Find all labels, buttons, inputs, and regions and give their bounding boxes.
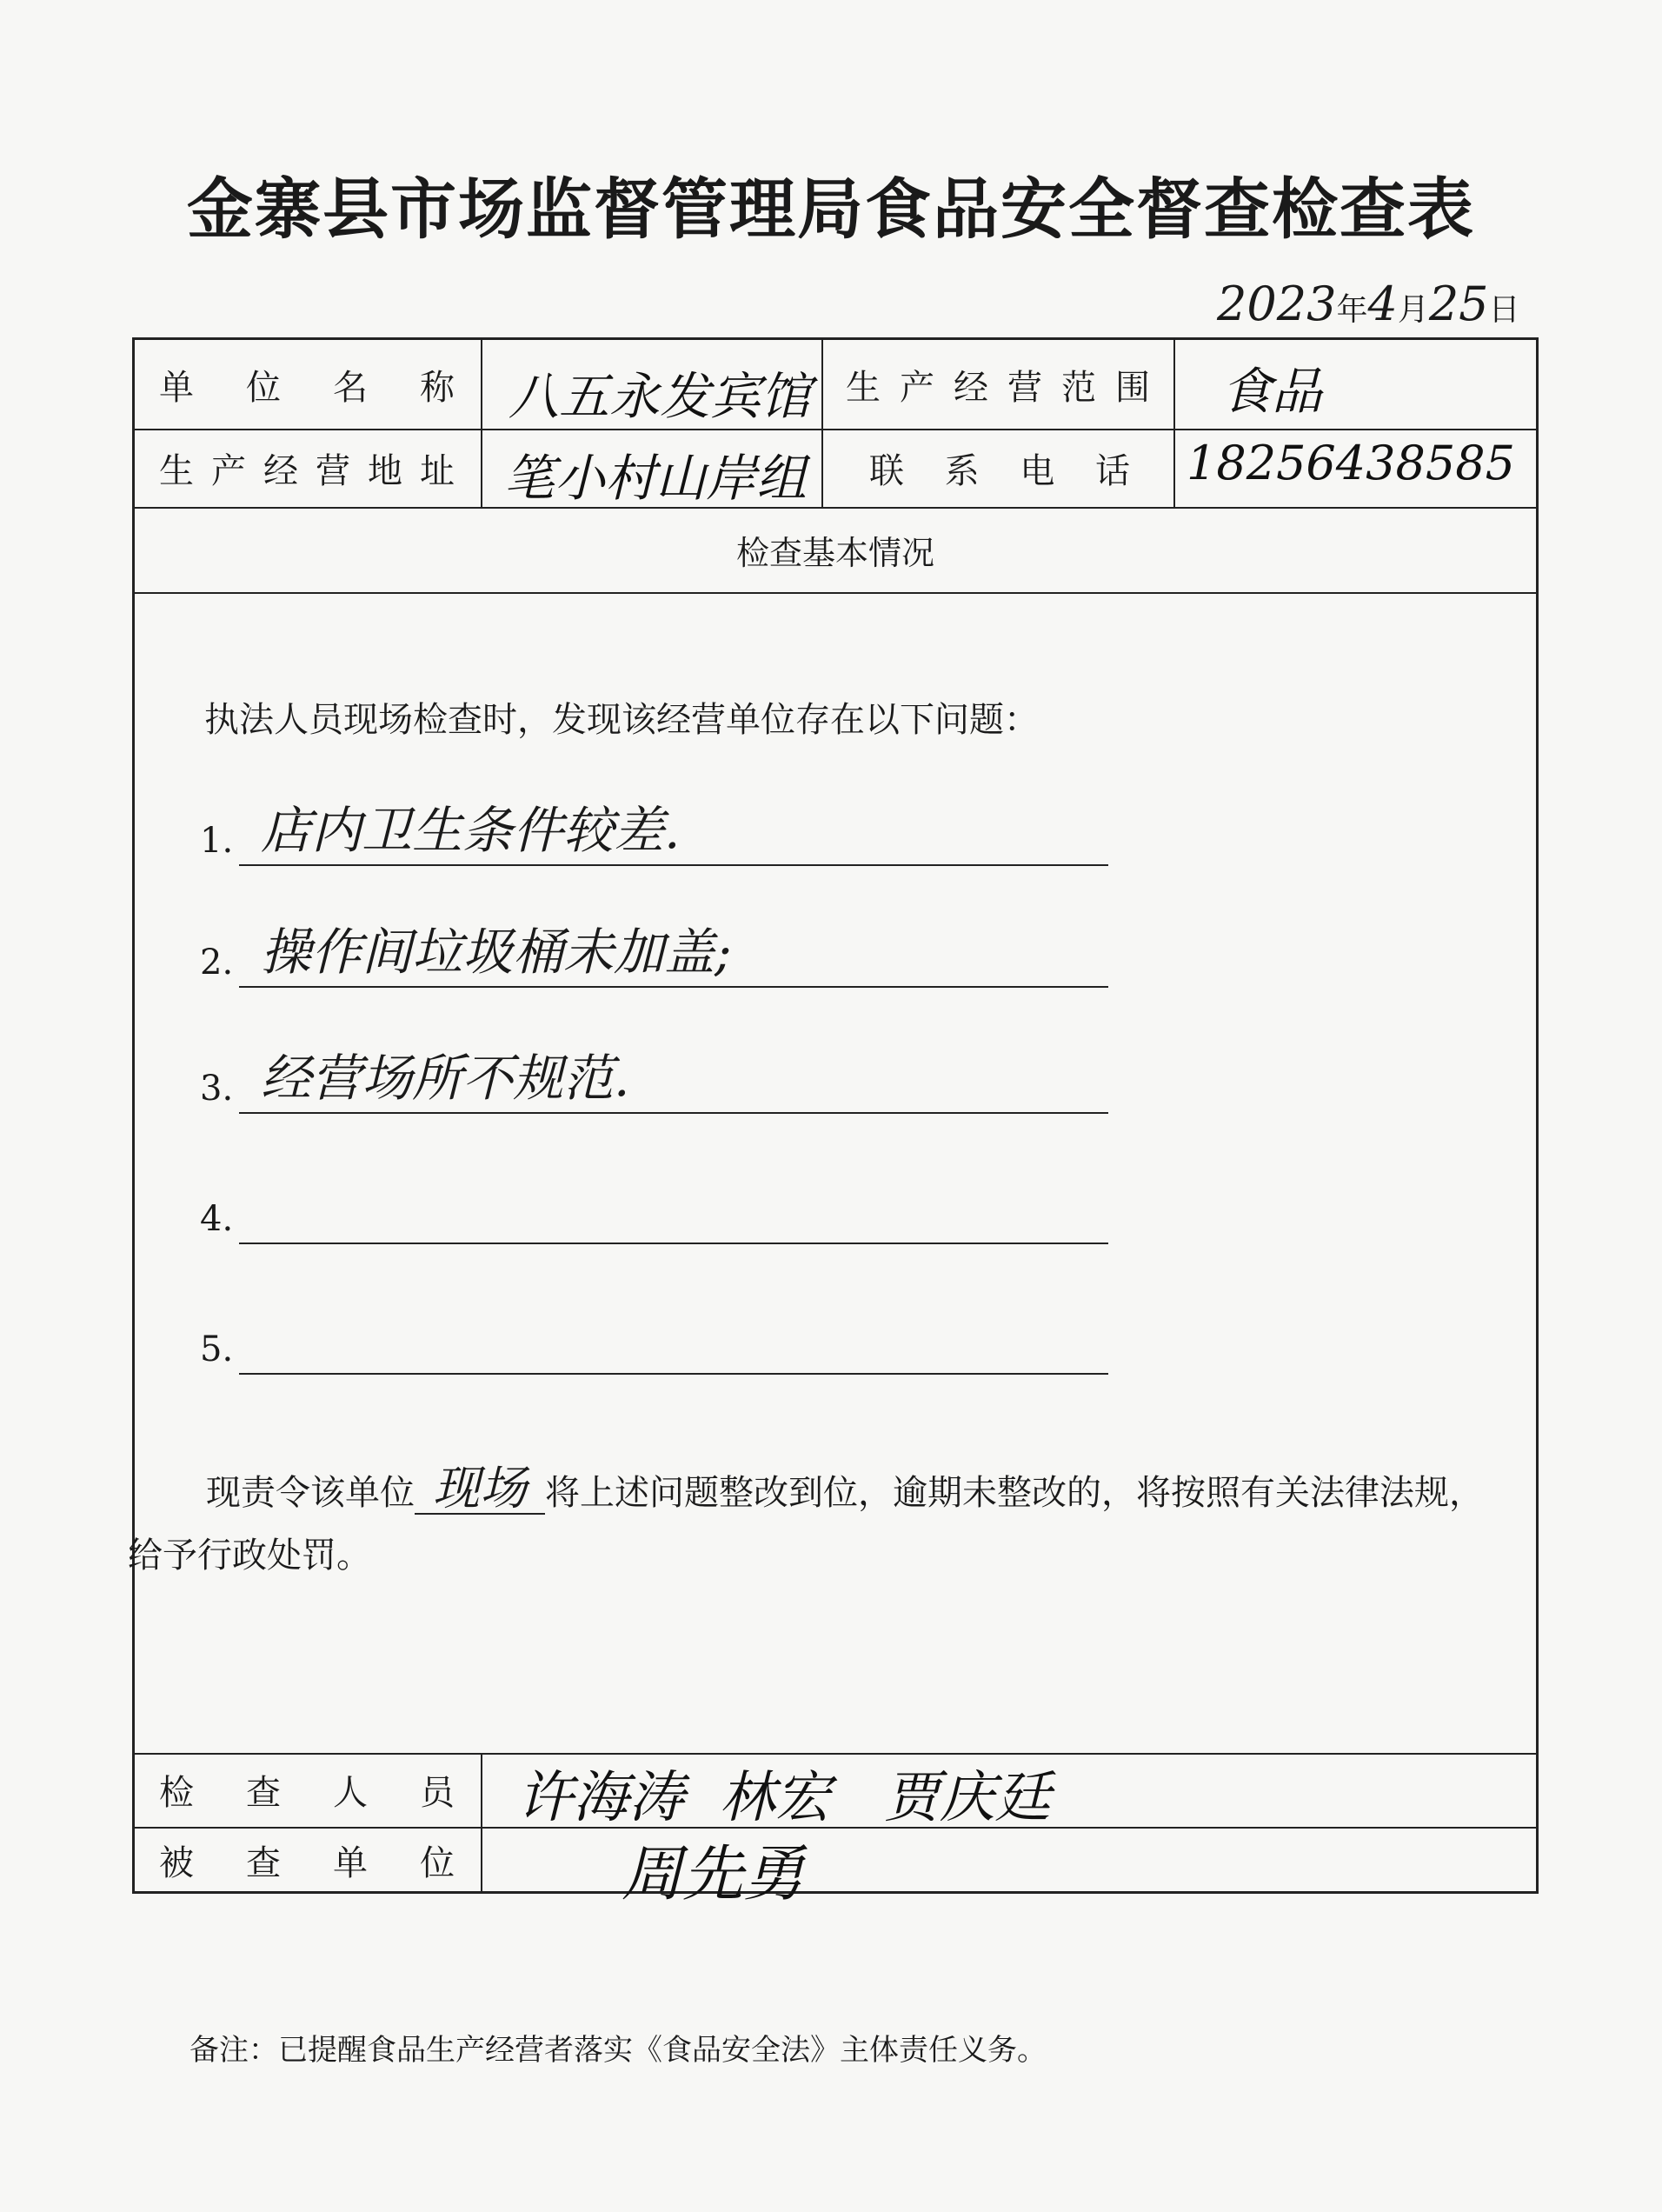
col-divider: [1173, 340, 1175, 507]
issue-item: 2. 操作间垃圾桶未加盖;: [200, 918, 1156, 988]
issue-item: 1. 店内卫生条件较差.: [200, 796, 1156, 866]
date-year: 2023: [1217, 276, 1337, 331]
inspected-signature: 周先勇: [622, 1838, 804, 1909]
col-divider: [481, 340, 482, 507]
inspector-signatures: 许海涛 林宏 贾庆廷: [517, 1766, 1051, 1830]
date-day: 25: [1428, 276, 1489, 331]
date-month: 4: [1367, 276, 1398, 331]
row-divider: [135, 592, 1536, 594]
unit-name-value: 八五永发宾馆: [509, 367, 812, 426]
phone-value: 18256438585: [1187, 436, 1515, 490]
rectification-order: 现责令该单位 现场 将上述问题整改到位，逾期未整改的，将按照有关法律法规，给予行政处罚。: [128, 1461, 1484, 1576]
address-label: 生 产 经 营 地 址: [159, 450, 455, 491]
inspector-label: 检 查 人 员: [159, 1773, 455, 1813]
address-value: 笔小村山岸组: [504, 449, 808, 508]
col-divider: [821, 340, 823, 507]
issue-item: 5.: [200, 1305, 1156, 1375]
date-day-label: 日: [1488, 292, 1520, 328]
unit-name-label: 单 位 名 称: [159, 367, 455, 408]
date-year-label: 年: [1336, 292, 1368, 328]
footnote: 备注：已提醒食品生产经营者落实《食品安全法》主体责任义务。: [189, 2033, 1047, 2068]
inspected-label: 被 查 单 位: [159, 1843, 455, 1883]
col-divider: [481, 1753, 482, 1894]
issue-item: 3. 经营场所不规范.: [200, 1044, 1156, 1114]
scope-value: 食品: [1221, 362, 1323, 421]
section-title: 检查基本情况: [735, 533, 934, 572]
deadline-value: 现场: [415, 1464, 545, 1515]
date-month-label: 月: [1397, 292, 1429, 328]
issue-item: 4.: [200, 1175, 1156, 1244]
phone-label: 联 系 电 话: [869, 450, 1130, 491]
intro-text: 执法人员现场检查时，发现该经营单位存在以下问题：: [204, 700, 1039, 740]
scope-label: 生 产 经 营 范 围: [846, 367, 1150, 408]
form-date: [1217, 276, 1547, 329]
form-title: 金寨县市场监督管理局食品安全督查检查表: [187, 170, 1475, 248]
inspection-form: [128, 337, 1539, 1909]
